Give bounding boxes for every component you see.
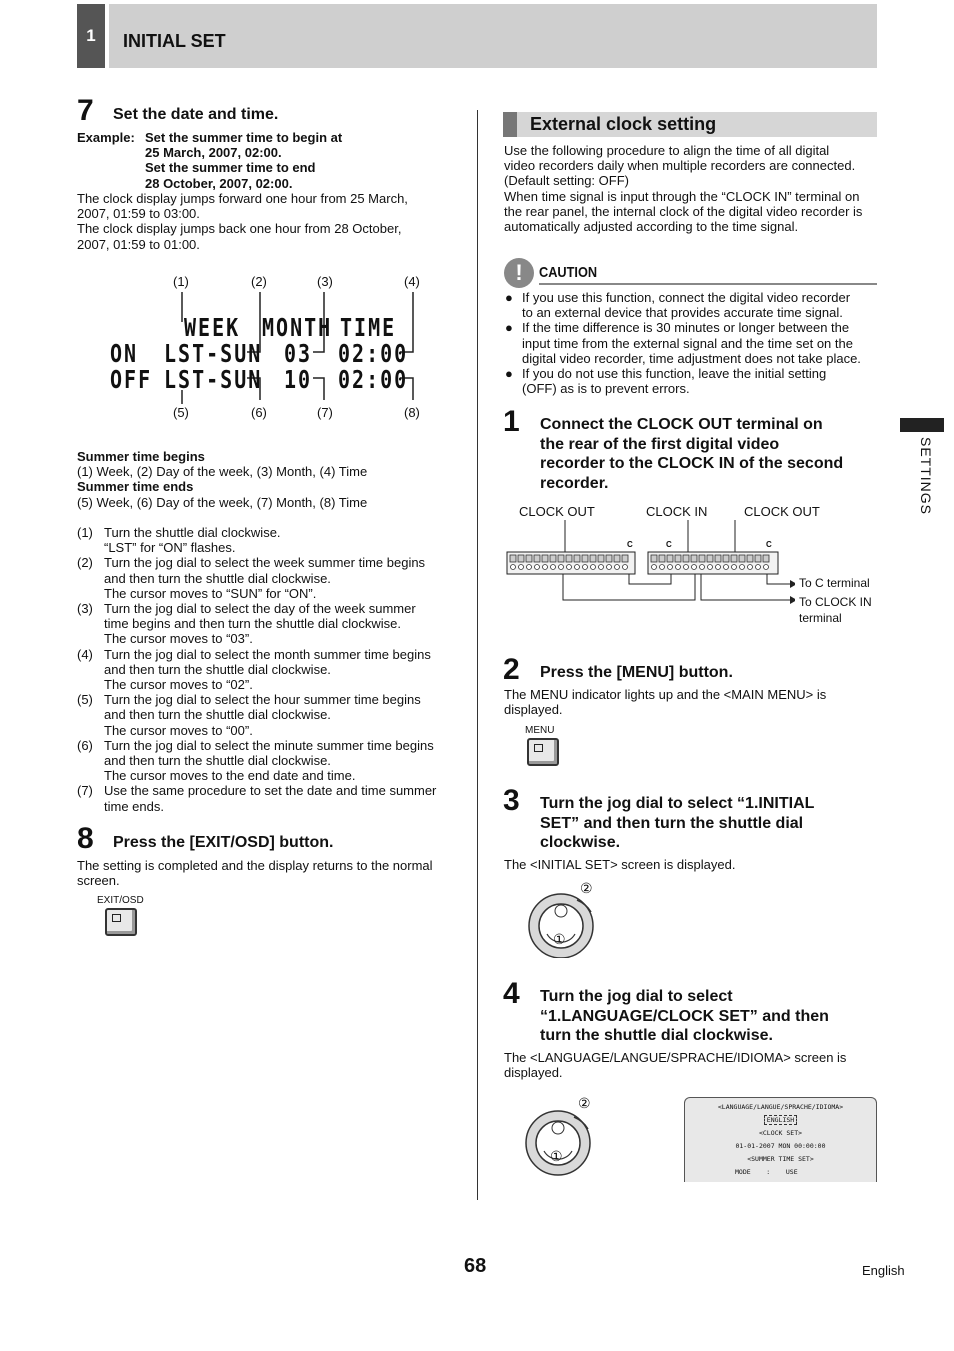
exit-osd-button[interactable] bbox=[105, 908, 137, 936]
diagram-label-4: (4) bbox=[404, 274, 420, 289]
body-line: The clock display jumps forward one hour from 25 March, bbox=[77, 191, 408, 206]
jog-shuttle-dial[interactable] bbox=[525, 878, 605, 958]
body-line: 2007, 01:59 to 03:00. bbox=[77, 206, 200, 222]
diagram-label-1: (1) bbox=[173, 274, 189, 289]
lcd-on-month: 03 bbox=[284, 338, 313, 368]
step-4-number: 4 bbox=[503, 977, 520, 1010]
step-3-number: 3 bbox=[503, 784, 520, 817]
summer-time-legend bbox=[77, 449, 367, 510]
diagram-label-5: (5) bbox=[173, 405, 189, 420]
lcd-off-label: OFF bbox=[110, 364, 153, 394]
menu-button[interactable] bbox=[527, 738, 559, 766]
jog-mark: ① bbox=[553, 931, 566, 947]
begins-text: (1) Week, (2) Day of the week, (3) Month, (4) Time bbox=[77, 464, 368, 480]
step-4-title: Turn the jog dial to select “1.LANGUAGE/CLOCK SET” and then turn the shuttle dial clockwise. bbox=[540, 988, 829, 1044]
step-7-title: Set the date and time. bbox=[113, 106, 279, 123]
step-7-number: 7 bbox=[77, 94, 94, 127]
example-line: Set the summer time to end bbox=[145, 160, 316, 176]
body-line: 2007, 01:59 to 01:00. bbox=[77, 236, 200, 252]
screen-line: MODE : USE bbox=[735, 1168, 798, 1176]
step-3-body: The <INITIAL SET> screen is displayed. bbox=[504, 857, 736, 872]
step-8-body: The setting is completed and the display returns to the normal screen. bbox=[77, 858, 433, 889]
jog-mark: ① bbox=[550, 1148, 563, 1164]
step-2-body: The MENU indicator lights up and the <MAIN MENU> is displayed. bbox=[504, 687, 827, 718]
exit-osd-label: EXIT/OSD bbox=[97, 895, 144, 906]
step-8-number: 8 bbox=[77, 822, 94, 855]
terminal-c-label: C bbox=[766, 540, 772, 549]
body-line: The clock display jumps back one hour from 28 October, bbox=[77, 221, 402, 237]
lcd-on-time: 02:00 bbox=[338, 338, 409, 368]
list-item: (4) Turn the jog dial to select the month summer time begins and then turn the shuttle dial clockwise. The cursor moves to “02”. bbox=[77, 646, 431, 693]
lcd-head-week: WEEK bbox=[184, 312, 241, 342]
step-1-number: 1 bbox=[503, 405, 520, 438]
screen-line: <LANGUAGE/LANGUE/SPRACHE/IDIOMA> bbox=[717, 1103, 844, 1111]
shuttle-mark: ② bbox=[580, 880, 593, 896]
jog-shuttle-dial[interactable] bbox=[522, 1095, 602, 1180]
step-3-title: Turn the jog dial to select “1.INITIAL SET” and then turn the shuttle dial clockwise. bbox=[540, 795, 815, 851]
step-4-body: The <LANGUAGE/LANGUE/SPRACHE/IDIOMA> screen is displayed. bbox=[504, 1050, 847, 1081]
step-2-number: 2 bbox=[503, 653, 520, 686]
ends-text: (5) Week, (6) Day of the week, (7) Month, (8) Time bbox=[77, 494, 368, 510]
menu-button-label: MENU bbox=[525, 725, 555, 736]
chapter-number: 1 bbox=[77, 4, 105, 68]
step-7-body bbox=[77, 191, 408, 252]
list-item: (2) Turn the jog dial to select the week summer time begins and then turn the shuttle dial clockwise. The cursor moves to “SUN” for “ON”. bbox=[77, 555, 426, 601]
step-2-title: Press the [MENU] button. bbox=[540, 664, 733, 681]
list-item: (5) Turn the jog dial to select the hour summer time begins and then turn the shuttle dial clockwise. The cursor moves to “00”. bbox=[77, 692, 421, 738]
diagram-label-6: (6) bbox=[251, 405, 267, 420]
lcd-on-label: ON bbox=[110, 338, 139, 368]
column-divider bbox=[477, 110, 478, 1200]
begins-label: Summer time begins bbox=[77, 449, 205, 464]
label-clock-out-1: CLOCK OUT bbox=[519, 504, 595, 519]
caution-title: CAUTION bbox=[539, 264, 598, 281]
diagram-label-2: (2) bbox=[251, 274, 267, 289]
list-item: (7) Use the same procedure to set the date and time summer time ends. bbox=[77, 783, 437, 814]
terminal-connection-diagram bbox=[505, 520, 795, 610]
lcd-head-time: TIME bbox=[340, 312, 397, 342]
diagram-label-3: (3) bbox=[317, 274, 333, 289]
list-item: (6) Turn the jog dial to select the minute summer time begins and then turn the shuttle dial clockwise. The cursor moves to the end date and time. bbox=[77, 737, 434, 784]
screen-line: 01-01-2007 MON 00:00:00 bbox=[735, 1142, 826, 1150]
lcd-head-month: MONTH bbox=[262, 312, 333, 342]
lcd-off-month: 10 bbox=[284, 364, 313, 394]
caution-icon: ! bbox=[504, 258, 534, 288]
summer-time-diagram bbox=[100, 270, 440, 420]
language-label: English bbox=[862, 1263, 905, 1278]
list-item: (3) Turn the jog dial to select the day of the week summer time begins and then turn the shuttle dial clockwise. The cursor moves to “03”. bbox=[77, 601, 416, 647]
caution-list bbox=[504, 290, 884, 396]
side-tab-label: SETTINGS bbox=[918, 437, 934, 516]
section-intro: Use the following procedure to align the time of all digital video recorders daily when multiple recorders are connected. (Default setting: OFF) When time signal is input through the “CLOCK IN” terminal on the rear panel, the internal clock of the digital video recorder is automatically adjusted according to the time signal. bbox=[504, 143, 863, 235]
lcd-off-week: LST-SUN bbox=[164, 364, 263, 394]
example-line: Set the summer time to begin at bbox=[145, 130, 343, 145]
screen-line-selected: ENGLISH bbox=[685, 1114, 876, 1127]
bullet-icon: ● bbox=[505, 290, 513, 305]
page-number: 68 bbox=[464, 1255, 487, 1277]
to-clock-in-label: To CLOCK IN terminal bbox=[799, 595, 872, 625]
caution-item: ● If you use this function, connect the digital video recorder to an external device that provides accurate time signal. bbox=[505, 290, 851, 321]
side-tab-marker bbox=[900, 418, 944, 432]
section-heading-marker bbox=[503, 112, 517, 137]
example-label: Example: bbox=[77, 130, 135, 145]
screen-line: <CLOCK SET> bbox=[758, 1129, 803, 1137]
lcd-on-week: LST-SUN bbox=[164, 338, 263, 368]
caution-rule bbox=[539, 283, 877, 285]
caution-item: ● If the time difference is 30 minutes or longer between the input time from the external signal and the time set on the digital video recorder, time adjustment does not take place. bbox=[505, 320, 861, 366]
to-c-terminal-label: To C terminal bbox=[799, 576, 870, 590]
step-8-title: Press the [EXIT/OSD] button. bbox=[113, 834, 334, 851]
example-line: 25 March, 2007, 02:00. bbox=[145, 145, 282, 161]
example-line: 28 October, 2007, 02:00. bbox=[145, 175, 293, 191]
bullet-icon: ● bbox=[505, 320, 513, 336]
chapter-title: INITIAL SET bbox=[123, 31, 226, 51]
label-clock-out-2: CLOCK OUT bbox=[744, 504, 820, 519]
screen-line: <SUMMER TIME SET> bbox=[747, 1155, 814, 1163]
bullet-icon: ● bbox=[505, 366, 513, 382]
ends-label: Summer time ends bbox=[77, 479, 194, 495]
terminal-c-label: C bbox=[627, 540, 633, 549]
example-text bbox=[145, 130, 342, 191]
diagram-label-8: (8) bbox=[404, 405, 420, 420]
section-title: External clock setting bbox=[530, 114, 717, 134]
procedure-list bbox=[77, 525, 457, 814]
label-clock-in: CLOCK IN bbox=[646, 504, 708, 519]
terminal-c-label: C bbox=[666, 540, 672, 549]
step-1-title: Connect the CLOCK OUT terminal on the rear of the first digital video recorder to the CLOCK IN of the second recorder. bbox=[540, 416, 844, 492]
lcd-off-time: 02:00 bbox=[338, 364, 409, 394]
language-screen bbox=[684, 1097, 877, 1182]
caution-item: ● If you do not use this function, leave the initial setting (OFF) as is to prevent errors. bbox=[505, 366, 827, 397]
list-item: (1) Turn the shuttle dial clockwise. “LST” for “ON” flashes. bbox=[77, 525, 281, 556]
diagram-label-7: (7) bbox=[317, 405, 333, 420]
shuttle-mark: ② bbox=[578, 1095, 591, 1111]
